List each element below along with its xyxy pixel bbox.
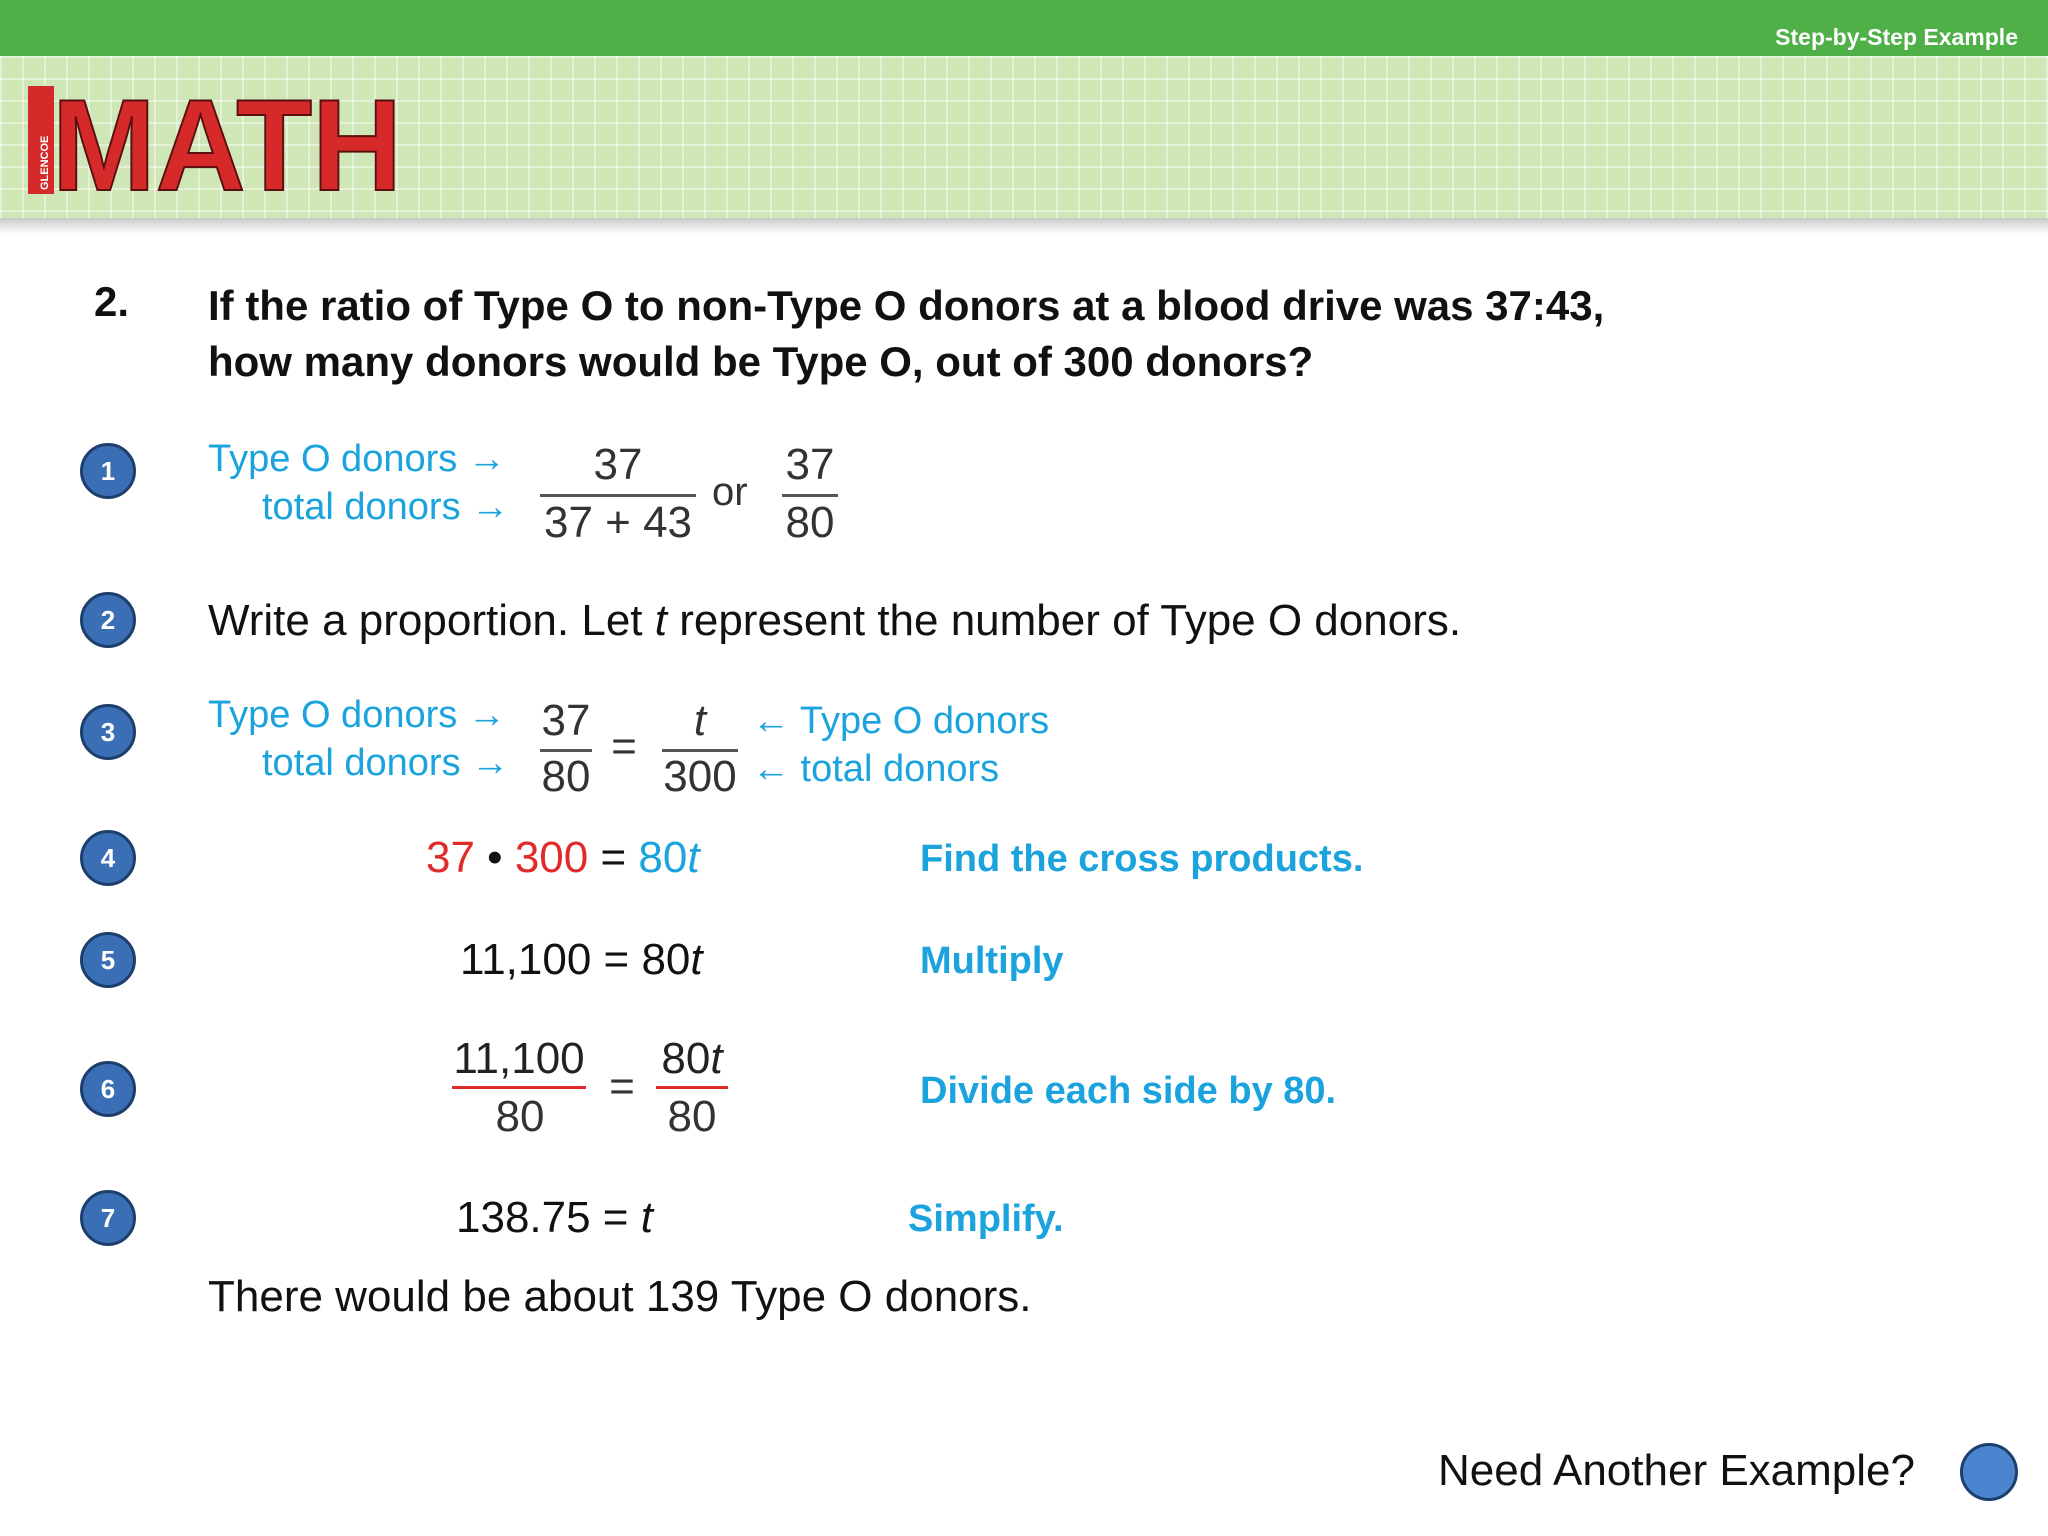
step-3-badge: 3 [80,704,136,760]
step-1-frac2-num: 37 [785,440,835,489]
step-3-label-bottom: total donors → [262,742,510,784]
step-1-label-bottom: total donors → [262,486,510,528]
step-2-text: Write a proportion. Let t represent the number of Type O donors. [208,596,1462,645]
step-3-left-den: 80 [541,752,591,801]
step-3-label-top: Type O donors → [208,694,506,736]
step-2-badge: 2 [80,592,136,648]
logo-text: MATH [52,72,402,212]
step-1-frac2-bar [782,494,838,497]
step-6-right-bar [656,1086,728,1089]
step-4-equation: 37 • 300 = 80t [426,833,700,882]
step-1-frac1-den: 37 + 43 [543,498,693,547]
top-bar [0,0,2048,56]
conclusion-text: There would be about 139 Type O donors. [208,1272,1032,1321]
step-6-equals: = [609,1062,635,1111]
step-1-badge: 1 [80,443,136,499]
step-6-note: Divide each side by 80. [920,1070,1337,1112]
step-3-right-num: t [693,696,707,745]
step-5-badge: 5 [80,932,136,988]
step-4-note: Find the cross products. [920,838,1364,880]
svg-text:GLENCOE: GLENCOE [39,135,51,190]
step-6-right-den: 80 [667,1092,717,1141]
need-another-example-label: Need Another Example? [1438,1446,1915,1495]
math-logo [22,62,412,212]
step-3-right-label-bottom: ← total donors [752,748,1000,790]
step-3-right-label-top: ← Type O donors [752,700,1050,742]
step-1-frac2-den: 80 [785,498,835,547]
step-6-badge: 6 [80,1061,136,1117]
step-3-left-num: 37 [541,696,591,745]
step-1-or: or [712,470,748,514]
banner-shadow [0,218,2048,234]
variable-t: t [654,596,667,645]
step-6-right-num: 80t [661,1034,723,1083]
step-3-equals: = [611,722,637,771]
problem-number: 2. [94,278,130,325]
step-7-note: Simplify. [908,1198,1064,1240]
step-4-badge: 4 [80,830,136,886]
next-example-button[interactable] [1960,1443,2018,1501]
step-1-frac1-bar [540,494,696,497]
problem-text: If the ratio of Type O to non-Type O donors at a blood drive was 37:43, how many donors would be Type O, out of 300 donors? [208,282,1605,385]
step-3-right-den: 300 [663,752,737,801]
step-6-left-bar [452,1086,586,1089]
step-5-note: Multiply [920,940,1064,982]
step-1-label-top: Type O donors → [208,438,506,480]
step-7-badge: 7 [80,1190,136,1246]
step-7-equation: 138.75 = t [456,1193,653,1242]
step-5-equation: 11,100 = 80t [460,935,703,984]
section-tag: Step-by-Step Example [1775,24,2018,50]
step-1-frac1-num: 37 [593,440,643,489]
step-6-left-den: 80 [495,1092,545,1141]
step-6-left-num: 11,100 [453,1034,585,1083]
